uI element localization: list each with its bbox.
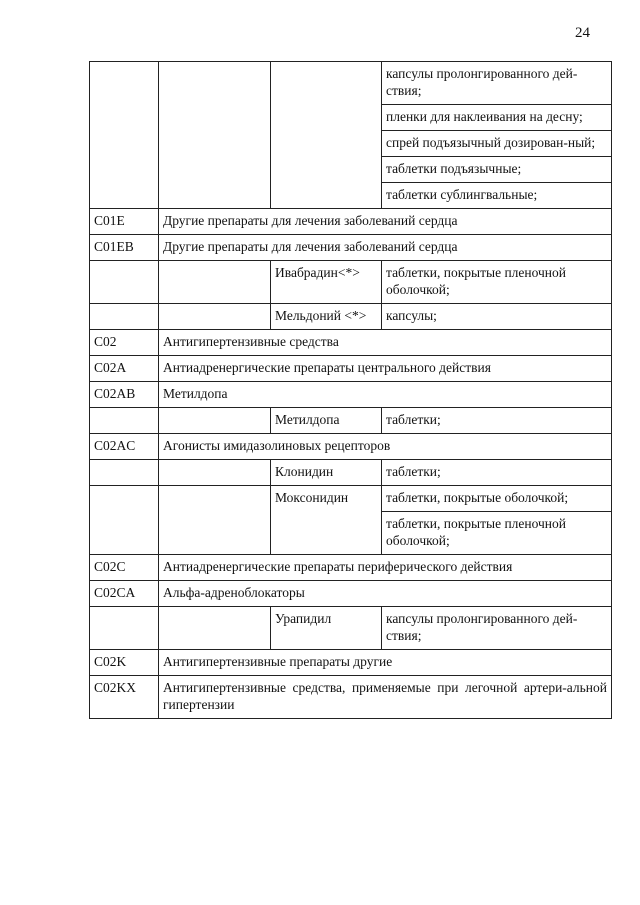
table-row [90,676,612,719]
table-row [90,408,612,434]
table-row [90,460,612,486]
page-number: 24 [575,25,590,41]
atc-code-cell: C02AB [90,382,159,408]
group-name-cell: Антигипертензивные средства [159,330,612,356]
dosage-form-cell: таблетки подъязычные; [382,157,612,183]
drug-name-cell: Мельдоний <*> [271,304,382,330]
table-row [90,62,612,105]
atc-code-cell: C02CA [90,581,159,607]
dosage-form-cell: таблетки, покрытые пленочной оболочкой; [382,512,612,555]
table-row [90,581,612,607]
group-cell-empty [159,304,271,330]
drug-cell-empty [271,62,382,209]
group-name-cell: Антигипертензивные средства, применяемые при легочной артери-альной гипертензии [159,676,612,719]
drug-name-cell: Клонидин [271,460,382,486]
group-name-cell: Антиадренергические препараты периферического действия [159,555,612,581]
table-row [90,304,612,330]
dosage-form-cell: пленки для наклеивания на десну; [382,105,612,131]
table-row [90,607,612,650]
drug-name-cell: Моксонидин [271,486,382,555]
code-cell-empty [90,62,159,209]
group-name-cell: Другие препараты для лечения заболеваний сердца [159,235,612,261]
table-row [90,434,612,460]
code-cell-empty [90,408,159,434]
atc-code-cell: C02A [90,356,159,382]
table-row [90,261,612,304]
table-row [90,356,612,382]
group-cell-empty [159,486,271,555]
drug-name-cell: Метилдопа [271,408,382,434]
group-cell-empty [159,460,271,486]
table-row [90,486,612,512]
table-row [90,555,612,581]
atc-code-cell: C02AC [90,434,159,460]
table-row [90,209,612,235]
group-name-cell: Альфа-адреноблокаторы [159,581,612,607]
code-cell-empty [90,486,159,555]
drug-name-cell: Ивабрадин<*> [271,261,382,304]
code-cell-empty [90,304,159,330]
dosage-form-cell: таблетки, покрытые пленочной оболочкой; [382,261,612,304]
dosage-form-cell: капсулы пролонгированного дей-ствия; [382,62,612,105]
group-name-cell: Антигипертензивные препараты другие [159,650,612,676]
group-name-cell: Агонисты имидазолиновых рецепторов [159,434,612,460]
code-cell-empty [90,460,159,486]
group-name-cell: Антиадренергические препараты центрального действия [159,356,612,382]
group-name-cell: Метилдопа [159,382,612,408]
atc-code-cell: C02 [90,330,159,356]
drug-classification-table [89,61,612,719]
atc-code-cell: C02C [90,555,159,581]
dosage-form-cell: капсулы; [382,304,612,330]
code-cell-empty [90,607,159,650]
atc-code-cell: C01EB [90,235,159,261]
table-row [90,382,612,408]
atc-code-cell: C01E [90,209,159,235]
group-cell-empty [159,408,271,434]
table-row [90,650,612,676]
group-cell-empty [159,607,271,650]
dosage-form-cell: таблетки; [382,460,612,486]
dosage-form-cell: таблетки; [382,408,612,434]
dosage-form-cell: спрей подъязычный дозирован-ный; [382,131,612,157]
dosage-form-cell: капсулы пролонгированного дей-ствия; [382,607,612,650]
group-name-cell: Другие препараты для лечения заболеваний сердца [159,209,612,235]
atc-code-cell: C02KX [90,676,159,719]
group-cell-empty [159,261,271,304]
group-cell-empty [159,62,271,209]
code-cell-empty [90,261,159,304]
atc-code-cell: C02K [90,650,159,676]
table-row [90,235,612,261]
table-row [90,330,612,356]
drug-name-cell: Урапидил [271,607,382,650]
dosage-form-cell: таблетки, покрытые оболочкой; [382,486,612,512]
dosage-form-cell: таблетки сублингвальные; [382,183,612,209]
